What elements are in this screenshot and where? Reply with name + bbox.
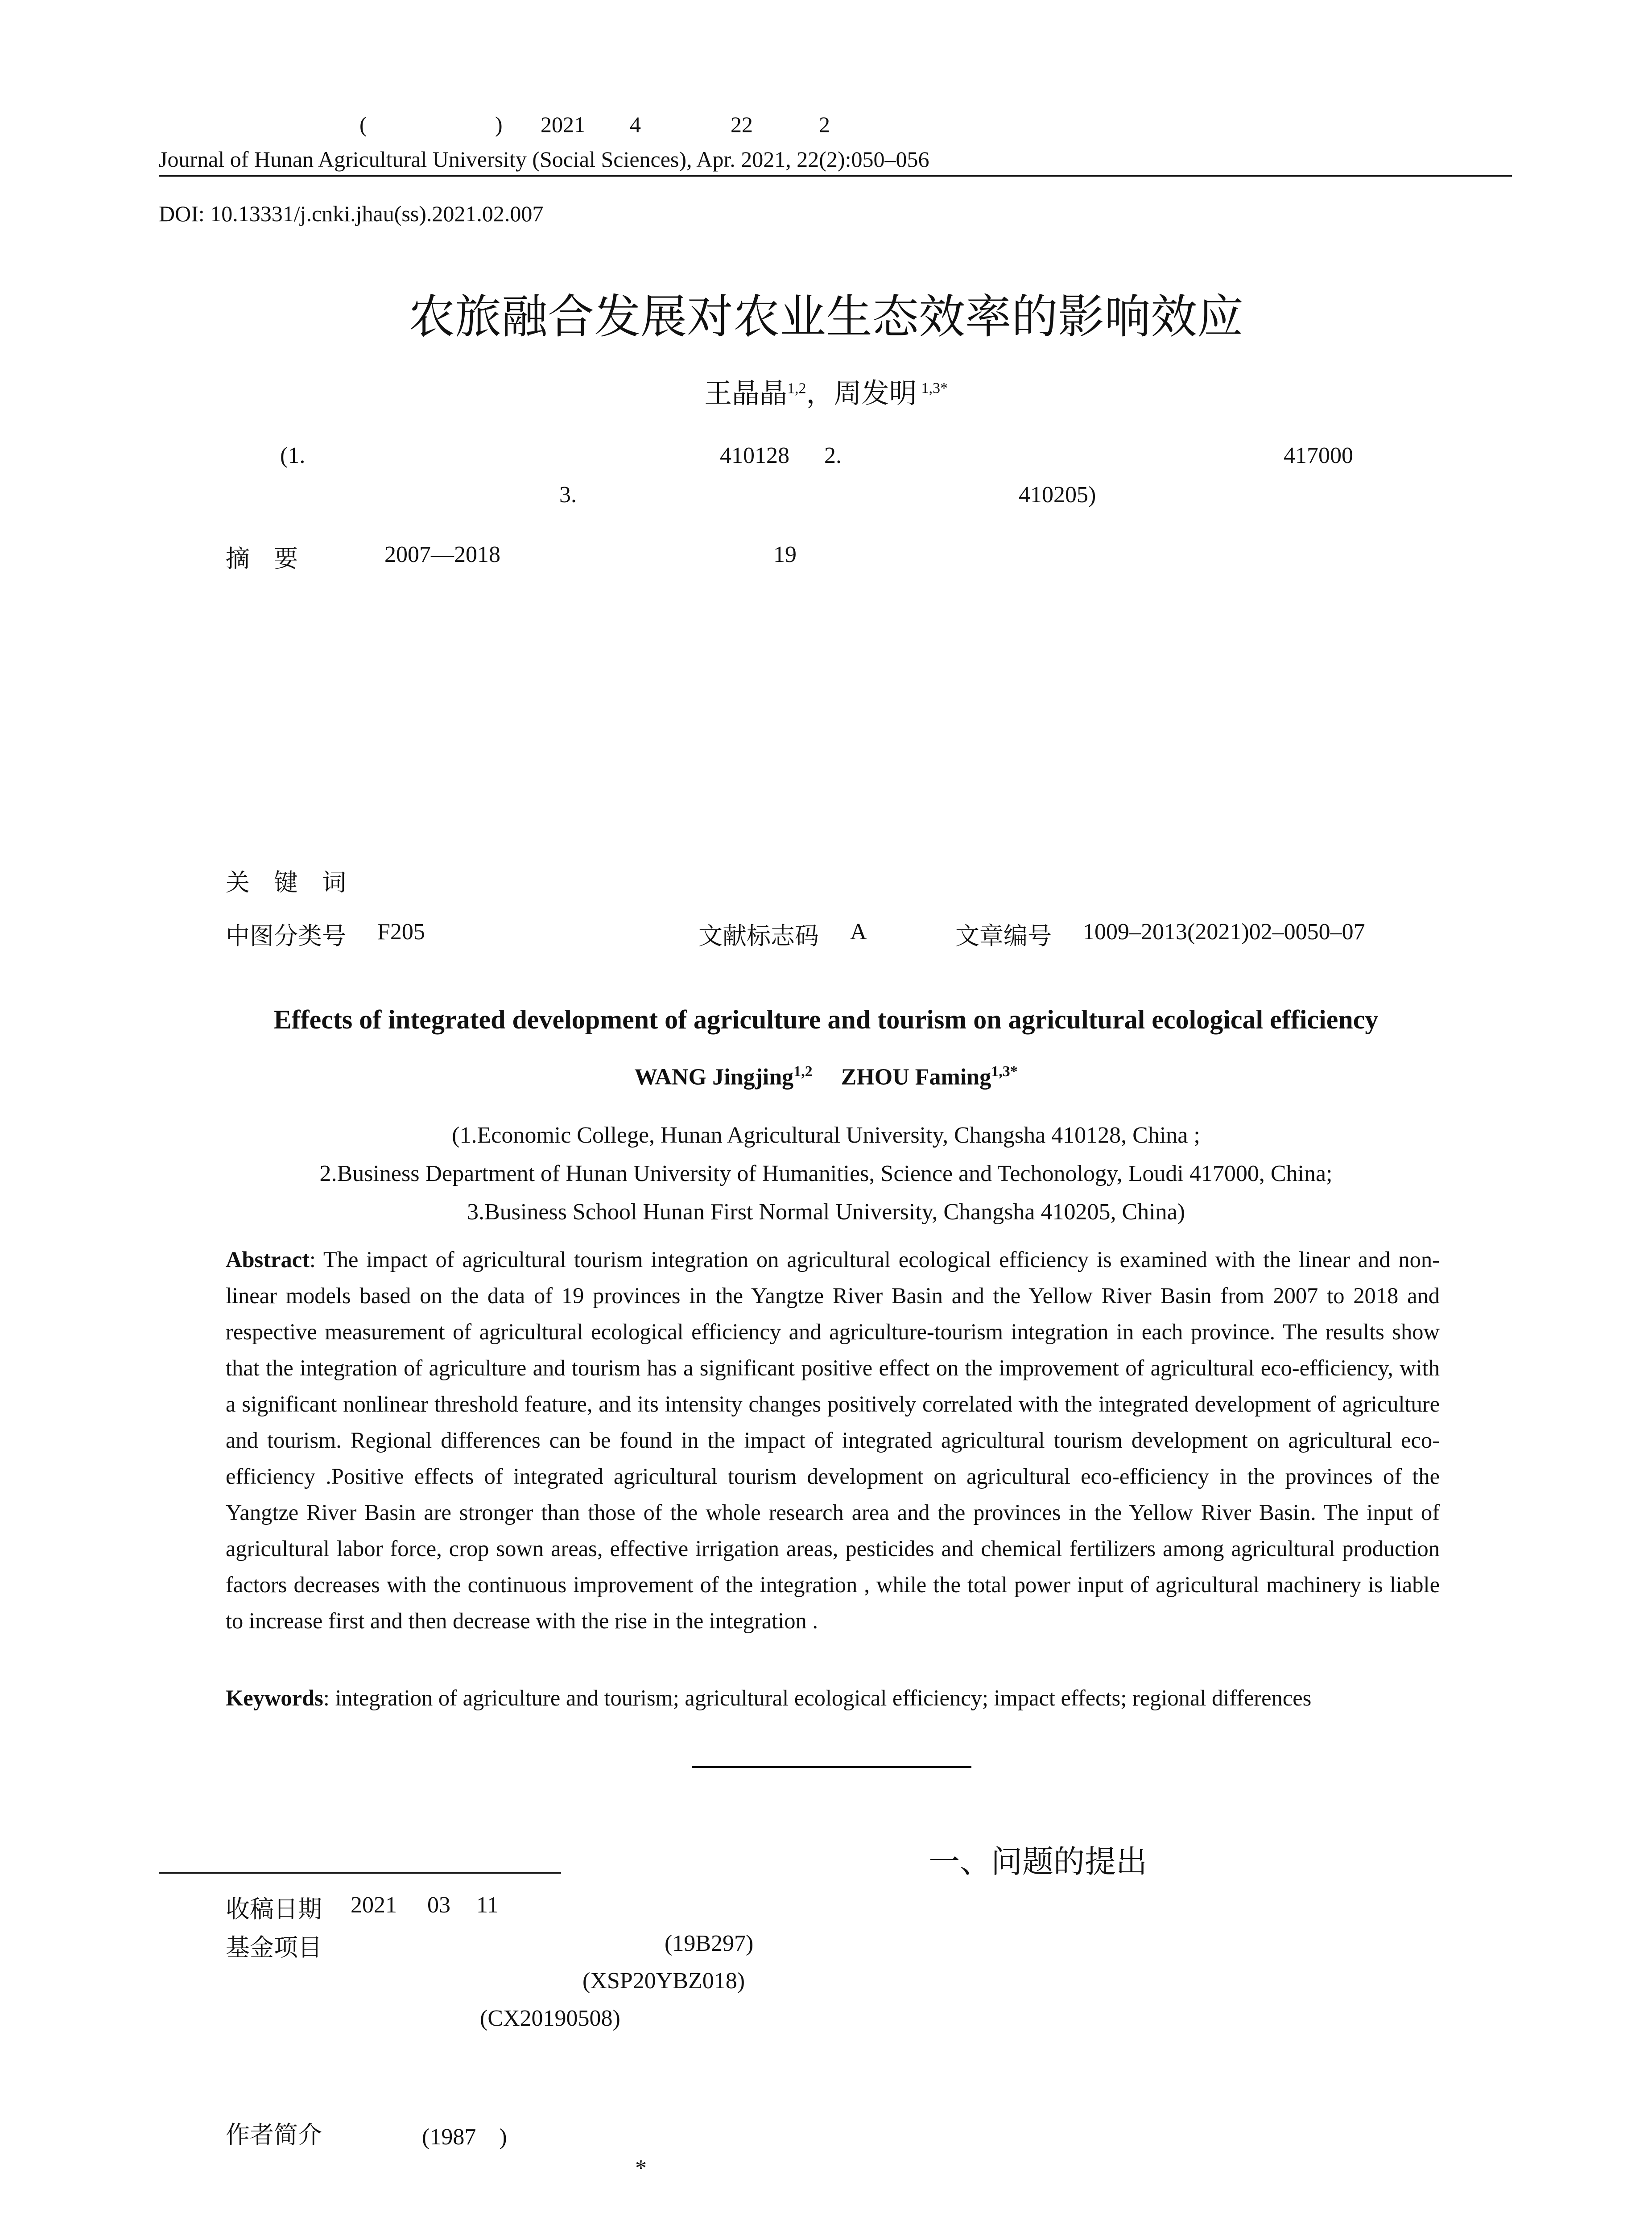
header-cn-issue: 2: [819, 112, 830, 137]
doi: DOI: 10.13331/j.cnki.jhau(ss).2021.02.007: [159, 201, 544, 226]
corresponding-star: *: [635, 2156, 647, 2181]
abstract-en: [226, 1242, 1440, 1639]
article-number-label: 文章编号: [955, 922, 1052, 950]
fund-code-3: (CX20190508): [480, 2006, 620, 2031]
footnote-rule: [159, 1872, 561, 1874]
header-cn-year: 2021: [541, 112, 585, 137]
author-1-name-cn: 王晶晶: [704, 377, 787, 409]
received-day: 11: [476, 1892, 499, 1918]
header-cn-paren-open: (: [359, 112, 367, 137]
title-en: Effects of integrated development of agriculture and tourism on agricultural ecological efficiency: [273, 1005, 1379, 1034]
affiliation-cn-l1d: 417000: [1284, 443, 1353, 468]
author-1-name-en: WANG Jingjing: [634, 1064, 794, 1090]
clc-value: F205: [377, 919, 425, 945]
received-date-label: 收稿日期: [226, 1895, 322, 1923]
header-cn-month: 4: [630, 112, 641, 137]
author-2-name-en: ZHOU Faming: [841, 1064, 991, 1090]
abstract-cn-label: 摘 要: [226, 545, 298, 573]
author-1-sup-en: 1,2: [793, 1063, 813, 1080]
doc-code-value: A: [850, 919, 867, 945]
authors-en: [0, 1063, 1652, 1090]
header-rule: [159, 175, 1512, 177]
received-month: 03: [427, 1892, 450, 1918]
keywords-cn-label: 关 键 词: [226, 868, 346, 896]
fund-code-2: (XSP20YBZ018): [582, 1968, 745, 1994]
affiliation-cn-l1c: 2.: [824, 443, 842, 468]
abstract-en-text: : The impact of agricultural tourism integration on agricultural ecological efficiency is examined with the linear and non-linear models based on the data of 19 provinces in the Yangtze River Basin and the Yellow River Basin from 2007 to 2018 and respective measurement of agricultural ecological efficiency and agriculture-tourism integration in each province. The results show that the integration of agriculture and tourism has a significant positive effect on the improvement of agricultural eco-efficiency, with a significant nonlinear threshold feature, and its intensity changes positively correlated with the integrated development of agriculture and tourism. Regional differences can be found in the impact of integrated agricultural tourism development on agricultural eco-efficiency .Positive effects of integrated agricultural tourism development on agricultural eco-efficiency in the provinces of the Yangtze River Basin are stronger than those of the whole research area and the provinces in the Yellow River Basin. The input of agricultural labor force, crop sown areas, effective irrigation areas, pesticides and chemical fertilizers among agricultural production factors decreases with the continuous improvement of the integration , while the total power input of agricultural machinery is liable to increase first and then decrease with the rise in the integration .: [226, 1247, 1440, 1633]
affiliation-cn-l2b: 410205): [1019, 482, 1096, 508]
author-1-sup-cn: 1,2: [787, 380, 806, 397]
affiliation-cn-l2a: 3.: [559, 482, 577, 508]
abstract-en-label: Abstract: [226, 1247, 310, 1272]
affiliation-cn-l1a: (1.: [280, 443, 306, 468]
affiliation-en-3: 3.Business School Hunan First Normal University, Changsha 410205, China): [467, 1199, 1185, 1225]
center-separator: [692, 1766, 971, 1768]
author-2-name-cn: 周发明: [834, 377, 917, 409]
header-cn-paren-close: ): [495, 112, 503, 137]
clc-label: 中图分类号: [226, 922, 346, 950]
abstract-cn-years: 2007—2018: [384, 542, 500, 567]
header-cn-volume: 22: [731, 112, 753, 137]
keywords-en: [226, 1685, 1440, 1711]
affiliation-en-1: (1.Economic College, Hunan Agricultural University, Changsha 410128, China ;: [452, 1123, 1200, 1148]
author-separator-cn: ，: [806, 377, 834, 409]
title-cn: 农旅融合发展对农业生态效率的影响效应: [408, 289, 1243, 344]
affiliation-en-2: 2.Business Department of Hunan University of Humanities, Science and Techonology, Loudi 417000, China;: [319, 1161, 1333, 1186]
received-year: 2021: [351, 1892, 397, 1918]
section-1-title: 一、问题的提出: [929, 1843, 1147, 1880]
abstract-cn-count: 19: [773, 542, 797, 567]
author-2-sup-cn: 1,3*: [921, 380, 948, 397]
author-2-sup-en: 1,3*: [991, 1063, 1018, 1080]
header-journal-en: Journal of Hunan Agricultural University (Social Sciences), Apr. 2021, 22(2):050–056: [159, 147, 929, 172]
doc-code-label: 文献标志码: [698, 922, 819, 950]
article-number-value: 1009–2013(2021)02–0050–07: [1083, 919, 1365, 945]
affiliation-cn-l1b: 410128: [720, 443, 789, 468]
author-bio-label: 作者简介: [226, 2121, 322, 2149]
keywords-en-label: Keywords: [226, 1685, 323, 1710]
keywords-en-text: : integration of agriculture and tourism; agricultural ecological efficiency; impact effects; regional differences: [323, 1685, 1312, 1710]
fund-code-1: (19B297): [665, 1931, 754, 1956]
author-birth-year: (1987 ): [422, 2124, 507, 2150]
fund-label: 基金项目: [226, 1933, 322, 1962]
authors-cn: [0, 371, 1652, 411]
